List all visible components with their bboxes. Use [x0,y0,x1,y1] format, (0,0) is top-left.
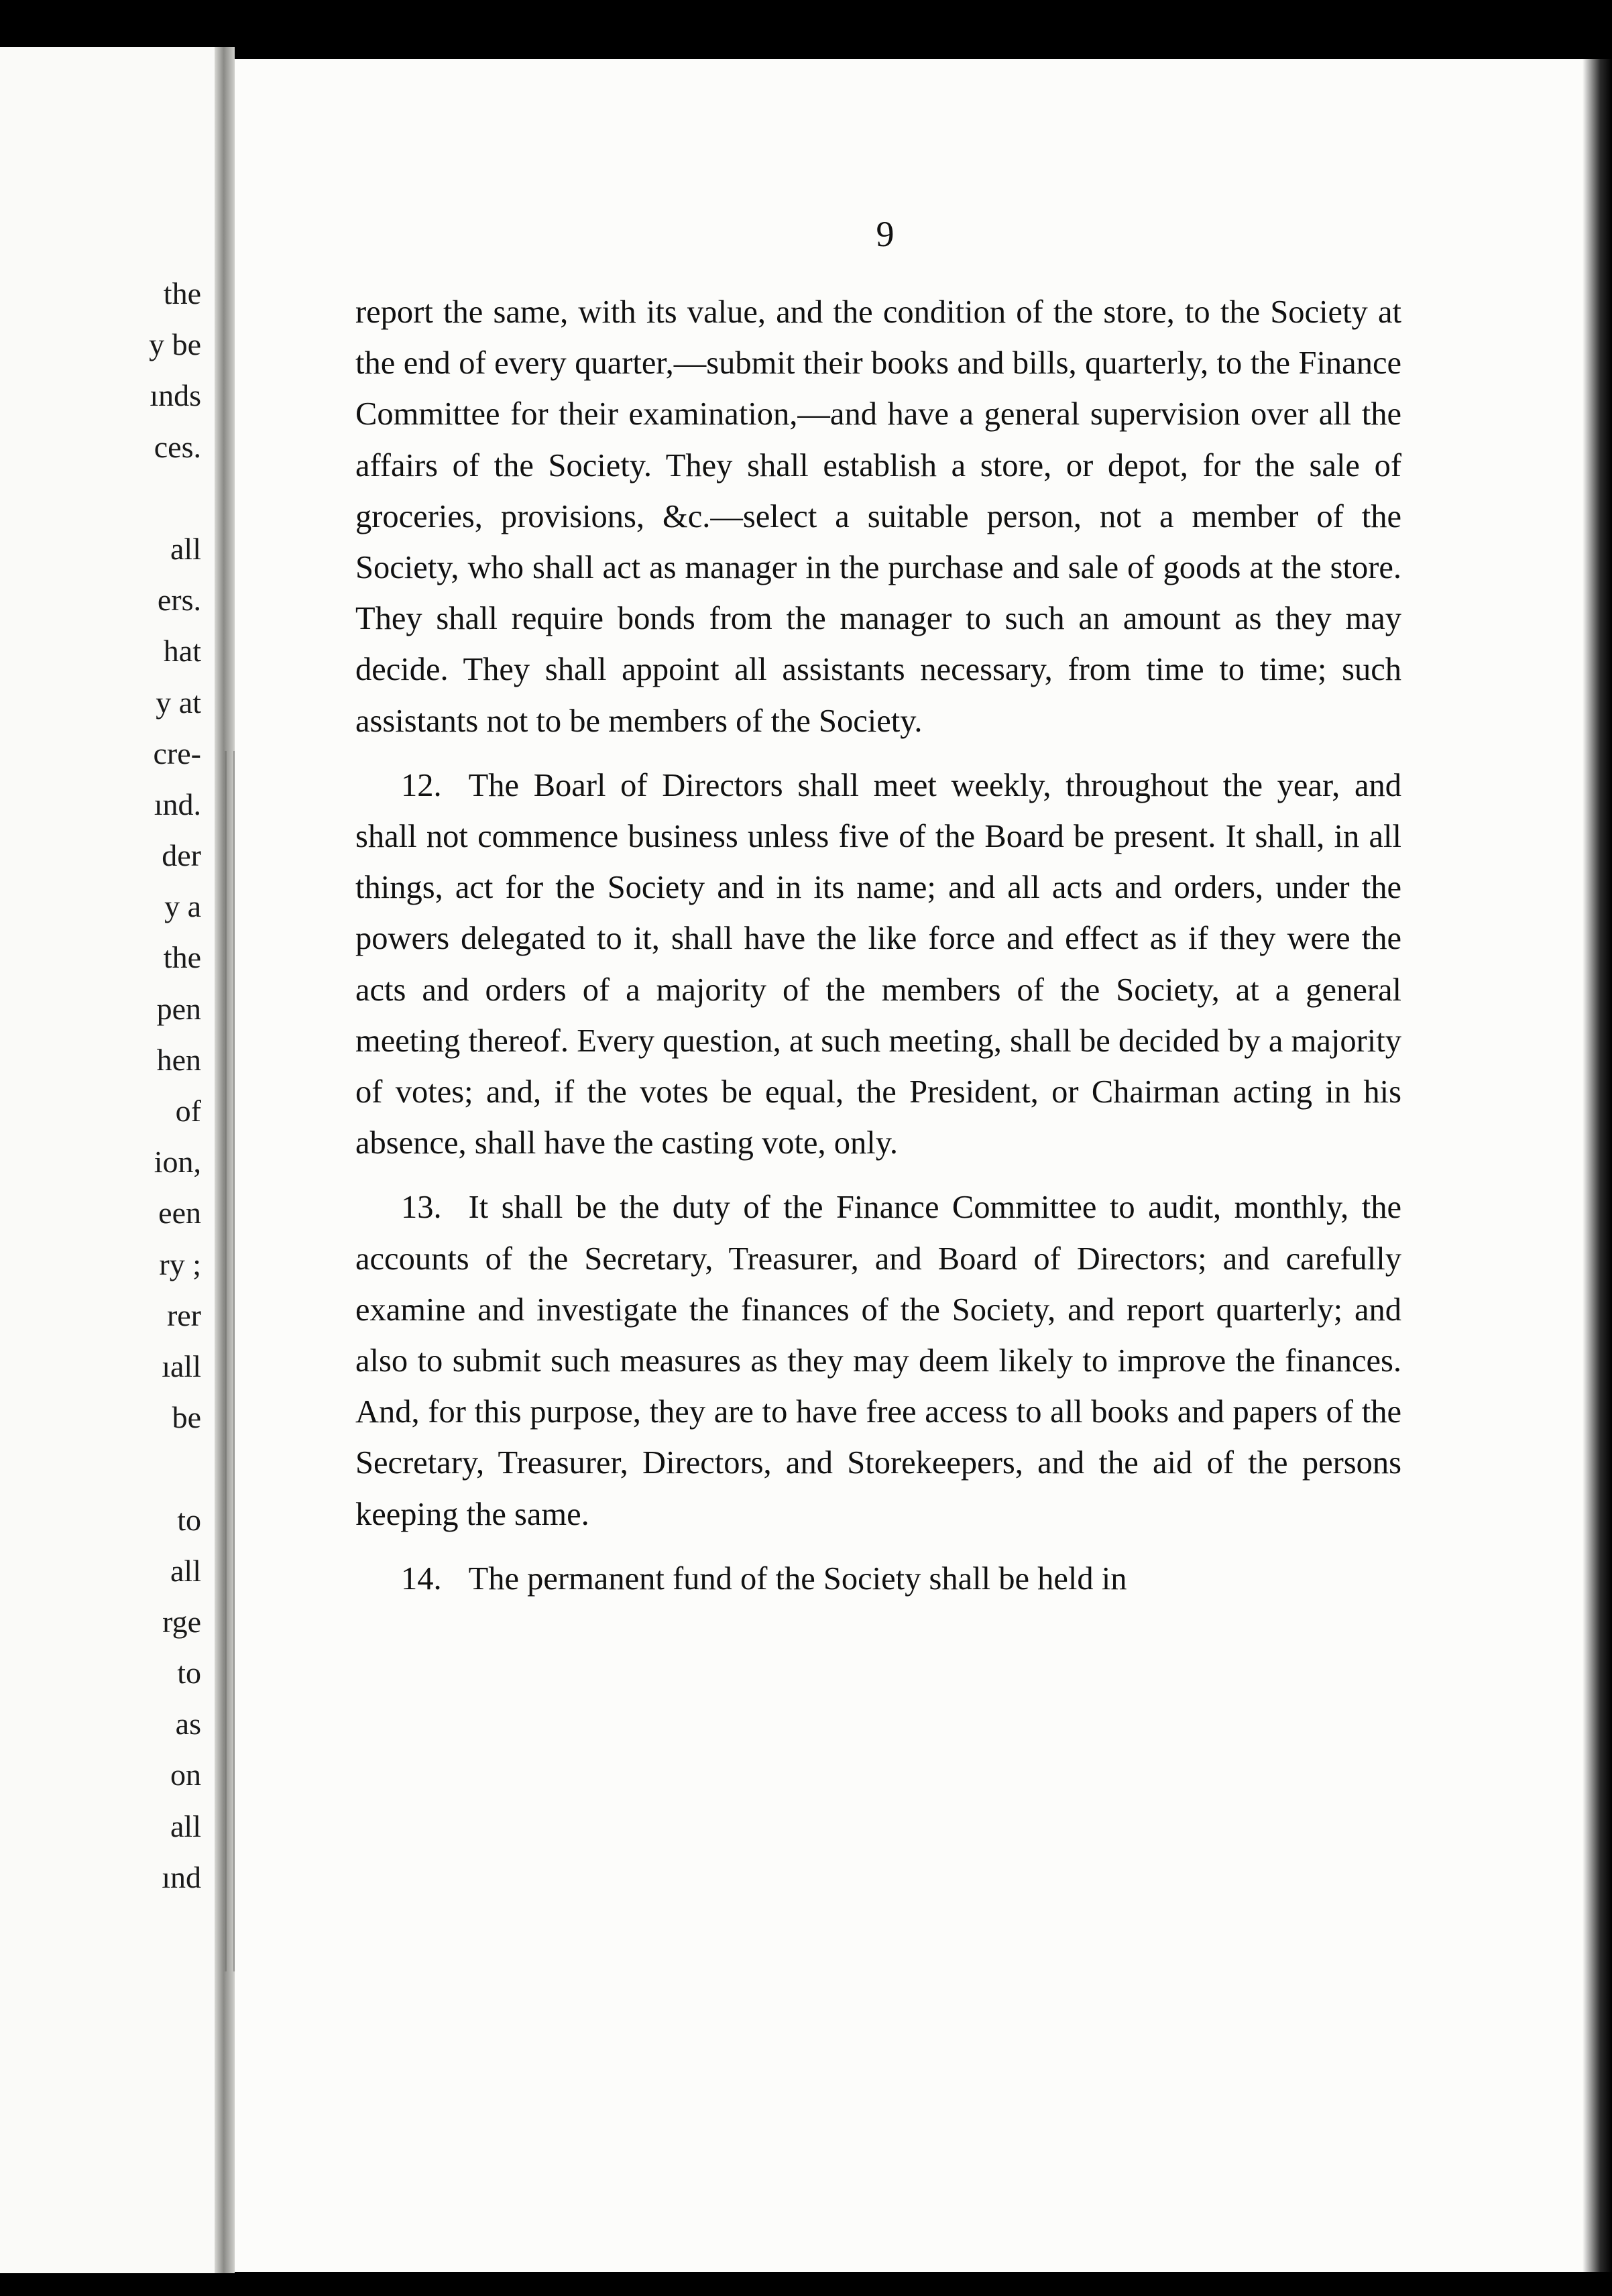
section-text: It shall be the duty of the Finance Committee to audit, monthly, the accounts of the Secretary, Treasurer, and Board of Directors; and carefully examine and investigate the finances of the Society, and report quarterly; and also to submit such measures as they may deem likely to improve the finances. And, for this purpose, they are to have free access to all books and papers of the Secretary, Treasurer, Directors, and Storekeepers, and the aid of the persons keeping the same. [355,1190,1401,1532]
fragment-line: ınds [150,378,201,413]
page-number: 9 [876,214,895,254]
section-13 [355,1182,1401,1540]
fragment-line: rer [166,1298,201,1332]
page-edge [1582,59,1612,2272]
fragment-line: rge [162,1604,201,1639]
fragment-line: ers. [157,583,201,618]
fragment-line: cre- [153,736,201,770]
section-text: The permanent fund of the Society shall be held in [468,1560,1127,1597]
fragment-line: ıall [162,1348,201,1383]
fragment-line: the [163,940,201,975]
fragment-line: all [170,531,201,566]
section-14 [355,1554,1401,1605]
section-text: The Boarl of Directors shall meet weekly, throughout the year, and shall not commence business unless five of the Board be present. It shall, in all things, act for the Society and in its name; and all acts and orders, under the powers delegated to it, shall have the like force and effect as if they were the acts and orders of a majority of the members of the Society, at a general meeting thereof. Every question, at such meeting, shall be decided by a majority of votes; and, if the votes be equal, the President, or Chairman acting in his absence, shall have the casting vote, only. [355,767,1401,1161]
fragment-line: ry ; [159,1247,201,1281]
fragment-line: of [175,1094,201,1128]
fragment-line: be [172,1400,201,1435]
fragment-line: ces. [154,429,201,464]
binding-mark [225,751,235,1971]
fragment-line: the [163,276,201,310]
section-number: 14. [401,1560,442,1597]
left-page-text-fragment [0,268,201,1903]
fragment-line: ınd [162,1859,201,1894]
section-number: 13. [401,1190,442,1226]
continuation-paragraph: report the same, with its value, and the condition of the store, to the Society at the end of every quarter,—submit their books and bills, quarterly, to the Finance Committee for their examination,—and have a general supervision over all the affairs of the Society. They shall establish a store, or depot, for the sale of groceries, provisions, &c.—select a suitable person, not a member of the Society, who shall act as manager in the purchase and sale of goods at the store. They shall require bonds from the manager to such an amount as they may decide. They shall appoint all assistants necessary, from time to time; such assistants not to be members of the Society. [355,294,1401,739]
fragment-line: to [177,1502,201,1537]
fragment-line: ion, [154,1145,201,1180]
fragment-line: ınd. [154,787,201,821]
section-number: 12. [401,767,442,803]
fragment-line: on [170,1758,201,1792]
section-12 [355,760,1401,1169]
fragment-line: der [162,838,201,873]
fragment-line: y at [156,685,201,720]
fragment-line: all [170,1809,201,1843]
fragment-line: pen [156,991,201,1026]
fragment-line: all [170,1553,201,1588]
fragment-line: as [175,1707,201,1741]
fragment-line: to [177,1656,201,1690]
fragment-line: y be [149,327,201,362]
fragment-line: y a [164,889,201,924]
fragment-line: hen [156,1042,201,1077]
fragment-line [0,1443,201,1494]
fragment-line: hat [163,634,201,669]
fragment-line: een [158,1196,201,1230]
fragment-line [0,473,201,524]
page-body [355,287,1401,1605]
